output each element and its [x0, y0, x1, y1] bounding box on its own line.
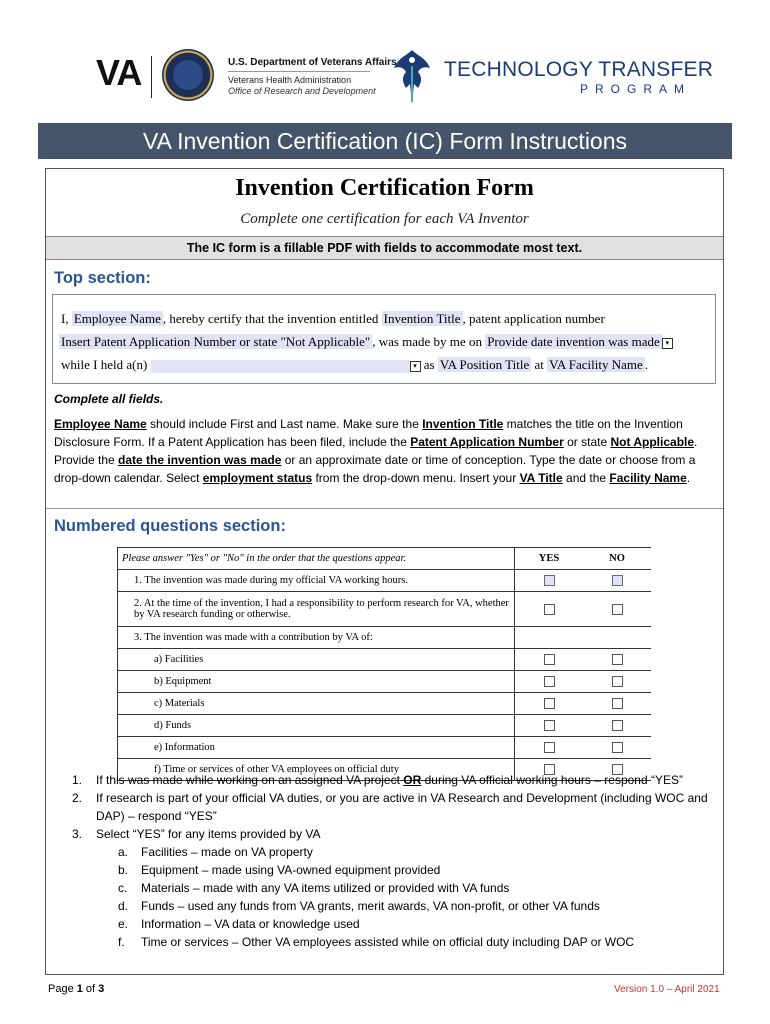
version-label: Version 1.0 – April 2021	[614, 984, 720, 995]
note-3-sub	[70, 879, 710, 897]
facility-name-field[interactable]: VA Facility Name	[549, 357, 643, 372]
note-text: If research is part of your official VA duties, or you are active in VA Research and Development (including WOC and DAP) – respond “YES”	[96, 791, 708, 823]
table-row	[118, 592, 652, 627]
invention-title-field[interactable]: Invention Title	[383, 311, 461, 326]
term: Not Applicable	[610, 435, 695, 449]
term: Patent Application Number	[410, 435, 564, 449]
va-logo-text: VA	[96, 52, 142, 93]
q3d-no-checkbox[interactable]	[612, 720, 623, 731]
department-name: U.S. Department of Veterans Affairs	[228, 57, 397, 68]
form-subtitle: Complete one certification for each VA Inventor	[240, 211, 529, 227]
note-2	[70, 789, 710, 825]
question-2: 2. At the time of the invention, I had a responsibility to perform research for VA, whether by VA research funding or otherwise.	[118, 592, 515, 627]
text: . Provide the	[54, 435, 698, 467]
sub-key: c.	[118, 881, 128, 895]
fillable-note: The IC form is a fillable PDF with fields to accommodate most text.	[46, 236, 723, 260]
question-notes	[70, 771, 710, 951]
q3e-no-checkbox[interactable]	[612, 742, 623, 753]
vha-name: Veterans Health Administration	[228, 75, 352, 85]
q3a-no-checkbox[interactable]	[612, 654, 623, 665]
text: and the	[562, 471, 610, 485]
note-text: during VA official working hours – respond “YES”	[421, 773, 683, 787]
question-3d: d) Funds	[118, 715, 515, 737]
sample-line-3	[61, 357, 648, 373]
table-header-row	[118, 548, 652, 570]
q3e-yes-checkbox[interactable]	[544, 742, 555, 753]
sample-text: , patent application number	[462, 311, 605, 326]
table-header: Please answer "Yes" or "No" in the order that the questions appear.	[118, 548, 515, 570]
term: Facility Name	[609, 471, 687, 485]
note-3-sub	[70, 915, 710, 933]
sample-text: as	[420, 357, 438, 372]
sub-text: Time or services – Other VA employees assisted while on official duty including DAP or WOC	[141, 935, 635, 949]
page-of: of	[82, 983, 99, 995]
question-3f: f) Time or services of other VA employees on official duty	[118, 759, 515, 781]
no-column-header: NO	[583, 548, 651, 570]
position-title-field[interactable]: VA Position Title	[439, 357, 530, 372]
table-row	[118, 737, 652, 759]
sample-line-2	[59, 334, 673, 350]
table-row	[118, 693, 652, 715]
sample-text: while I held a(n)	[61, 357, 151, 372]
page-title-banner: VA Invention Certification (IC) Form Instructions	[38, 123, 732, 159]
q3b-yes-checkbox[interactable]	[544, 676, 555, 687]
note-text: If this was made while working on an assigned VA project	[96, 773, 404, 787]
table-row	[118, 715, 652, 737]
q2-no-checkbox[interactable]	[612, 604, 623, 615]
note-text: Select “YES” for any items provided by VA	[96, 827, 321, 841]
top-section-instructions	[54, 390, 714, 494]
page-total: 3	[98, 983, 105, 995]
instruction-paragraph	[54, 415, 714, 487]
text: or state	[563, 435, 611, 449]
q1-yes-checkbox[interactable]	[544, 575, 555, 586]
va-seal-icon	[162, 49, 214, 101]
q1-no-checkbox[interactable]	[612, 575, 623, 586]
note-emphasis: OR	[403, 773, 422, 787]
date-dropdown-icon[interactable]: ▾	[662, 338, 673, 349]
note-3-sub	[70, 933, 710, 951]
section-divider	[46, 508, 723, 509]
page-label: Page	[48, 983, 77, 995]
ord-name: Office of Research and Development	[228, 86, 376, 96]
text: .	[686, 471, 691, 485]
sub-text: Facilities – made on VA property	[141, 845, 313, 859]
sample-text: , hereby certify that the invention entitled	[162, 311, 382, 326]
table-row	[118, 570, 652, 592]
table-row	[118, 671, 652, 693]
sample-line-1	[61, 311, 605, 327]
sub-key: f.	[118, 935, 125, 949]
department-divider	[228, 71, 370, 72]
text: matches the title on the Invention Disclosure Form. If a Patent Application has been filed, include the	[54, 417, 683, 449]
q2-yes-checkbox[interactable]	[544, 604, 555, 615]
yes-column-header: YES	[515, 548, 584, 570]
q3b-no-checkbox[interactable]	[612, 676, 623, 687]
sub-key: b.	[118, 863, 129, 877]
sub-key: a.	[118, 845, 129, 859]
question-3b: b) Equipment	[118, 671, 515, 693]
note-number: 1.	[72, 773, 83, 787]
logo-divider	[151, 56, 152, 98]
note-3-sub	[70, 861, 710, 879]
table-row	[118, 627, 652, 649]
top-section-sample	[52, 294, 716, 384]
sub-key: d.	[118, 899, 129, 913]
term: Employee Name	[54, 417, 147, 431]
sub-text: Equipment – made using VA-owned equipment provided	[141, 863, 441, 877]
question-3a: a) Facilities	[118, 649, 515, 671]
question-3e: e) Information	[118, 737, 515, 759]
question-3c: c) Materials	[118, 693, 515, 715]
date-field[interactable]: Provide date invention was made	[487, 334, 660, 349]
table-row	[118, 649, 652, 671]
employee-name-field[interactable]: Employee Name	[73, 311, 161, 326]
note-number: 2.	[72, 791, 83, 805]
numbered-section-heading: Numbered questions section:	[54, 517, 286, 535]
eagle-icon	[392, 46, 432, 108]
sub-key: e.	[118, 917, 129, 931]
q3d-yes-checkbox[interactable]	[544, 720, 555, 731]
complete-all-note: Complete all fields.	[54, 392, 164, 406]
sub-text: Materials – made with any VA items utilized or provided with VA funds	[141, 881, 510, 895]
note-number: 3.	[72, 827, 83, 841]
term: employment status	[202, 471, 313, 485]
term: VA Title	[519, 471, 563, 485]
note-3-sub	[70, 843, 710, 861]
page-current: 1	[76, 983, 83, 995]
question-1: 1. The invention was made during my official VA working hours.	[118, 570, 515, 592]
page-number	[48, 983, 104, 995]
note-3-sub	[70, 897, 710, 915]
text: should include First and Last name. Make sure the	[146, 417, 423, 431]
sub-text: Information – VA data or knowledge used	[141, 917, 360, 931]
q3a-yes-checkbox[interactable]	[544, 654, 555, 665]
text: or an approximate date or time of conception. Type the date or choose from a drop-down calendar. Select	[54, 453, 696, 485]
term: Invention Title	[422, 417, 504, 431]
top-section-heading: Top section:	[54, 269, 151, 287]
employment-status-field[interactable]	[151, 360, 410, 373]
ttp-program: PROGRAM	[580, 82, 692, 96]
sample-text: , was made by me on	[372, 334, 486, 349]
form-title: Invention Certification Form	[235, 175, 534, 201]
employment-dropdown-icon[interactable]: ▾	[410, 361, 421, 372]
questions-table	[117, 547, 651, 781]
ttp-title: TECHNOLOGY TRANSFER	[444, 58, 714, 81]
term: date the invention was made	[118, 453, 282, 467]
sample-text: .	[644, 357, 649, 372]
q3c-yes-checkbox[interactable]	[544, 698, 555, 709]
q3c-no-checkbox[interactable]	[612, 698, 623, 709]
sample-text: at	[531, 357, 548, 372]
patent-number-field[interactable]: Insert Patent Application Number or state "Not Applicable"	[61, 334, 371, 349]
sample-text: I,	[61, 311, 72, 326]
note-3	[70, 825, 710, 843]
question-3: 3. The invention was made with a contribution by VA of:	[118, 627, 515, 649]
note-1	[70, 771, 710, 789]
text: from the drop-down menu. Insert your	[312, 471, 520, 485]
sub-text: Funds – used any funds from VA grants, merit awards, VA non-profit, or other VA funds	[141, 899, 600, 913]
